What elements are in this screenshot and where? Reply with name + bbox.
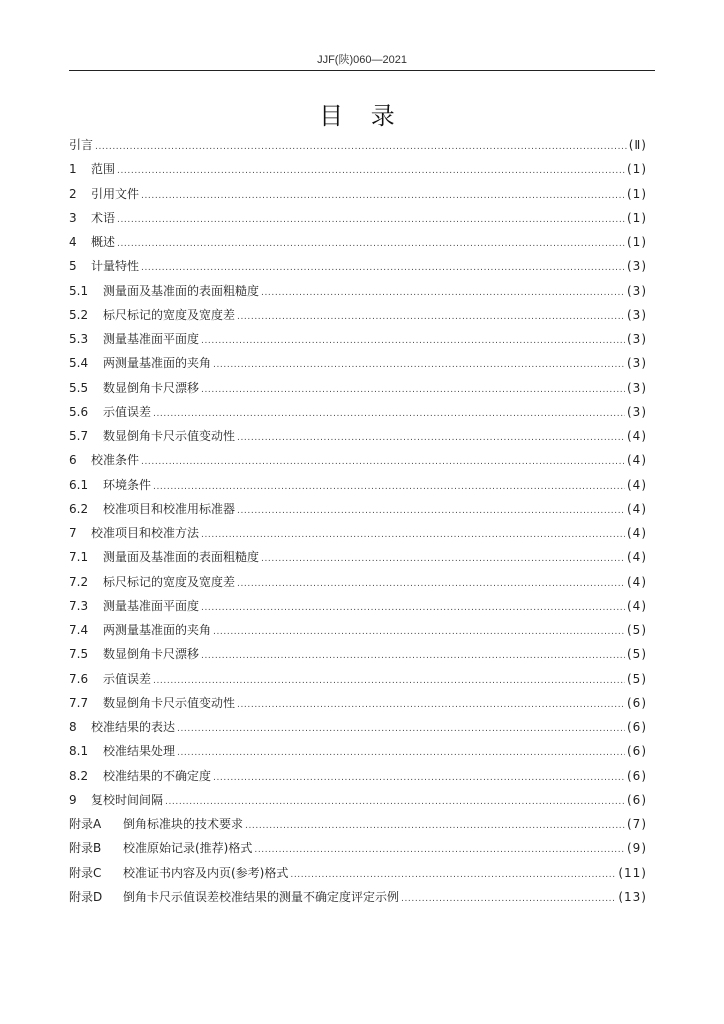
toc-entry[interactable] <box>69 351 647 375</box>
running-header: JJF(陕)060—2021 <box>317 54 407 66</box>
toc-leader-dots <box>401 887 616 911</box>
toc-entry-number: 6.1 <box>69 477 89 492</box>
toc-entry-title: 倒角卡尺示值误差校准结果的测量不确定度评定示例 <box>123 889 400 904</box>
toc-entry-page: (3) <box>627 332 647 346</box>
toc-entry-page: (1) <box>627 162 647 177</box>
toc-entry-number: 5.1 <box>69 283 89 298</box>
toc-entry-page: (4) <box>627 550 647 565</box>
toc-entry-page: (3) <box>627 259 647 274</box>
toc-entry-page: (4) <box>627 477 647 492</box>
toc-entry-number: 附录A <box>69 817 102 831</box>
toc-leader-dots <box>177 741 625 765</box>
toc-entry-title: 校准原始记录(推荐)格式 <box>123 841 253 856</box>
toc-leader-dots <box>117 208 625 232</box>
toc-entry-page: (6) <box>627 768 647 783</box>
toc-entry-number: 6.2 <box>69 501 89 516</box>
toc-leader-dots <box>141 256 625 280</box>
toc-leader-dots <box>213 766 625 790</box>
toc-entry-page: (6) <box>627 744 647 759</box>
toc-entry-number: 9 <box>69 792 77 807</box>
toc-entry[interactable] <box>69 279 647 303</box>
toc-entry-title: 术语 <box>91 210 116 225</box>
toc-entry-page: (5) <box>627 647 647 662</box>
toc-entry[interactable] <box>69 473 647 497</box>
toc-leader-dots <box>141 450 625 474</box>
toc-entry-title: 校准证书内容及内页(参考)格式 <box>123 865 289 880</box>
toc-entry-title: 数显倒角卡尺漂移 <box>103 380 200 395</box>
toc-entry-page: (1) <box>627 235 647 249</box>
toc-entry[interactable] <box>69 667 647 691</box>
toc-entry-page: (3) <box>627 356 647 371</box>
toc-entry-number: 5.4 <box>69 356 89 371</box>
toc-entry[interactable] <box>69 303 647 327</box>
toc-entry-number: 7.5 <box>69 647 89 662</box>
toc-entry-page: (4) <box>627 429 647 443</box>
toc-entry[interactable] <box>69 642 647 666</box>
toc-leader-dots <box>201 523 625 547</box>
toc-entry-title: 测量面及基准面的表面粗糙度 <box>103 283 260 298</box>
toc-entry-number: 1 <box>69 162 77 177</box>
toc-leader-dots <box>213 353 625 377</box>
toc-entry-number: 7.3 <box>69 598 89 613</box>
toc-entry-number: 6 <box>69 453 77 468</box>
toc-entry-page: (3) <box>627 404 647 419</box>
toc-entry-number: 8 <box>69 720 77 734</box>
toc-entry-page: (6) <box>627 695 647 710</box>
toc-leader-dots <box>237 305 625 329</box>
toc-entry-page: (4) <box>627 574 647 589</box>
toc-leader-dots <box>153 669 625 693</box>
toc-leader-dots <box>153 475 625 499</box>
toc-entry-title: 数显倒角卡尺示值变动性 <box>103 695 236 710</box>
toc-leader-dots <box>201 378 625 402</box>
toc-entry-page: (4) <box>627 526 647 540</box>
toc-entry[interactable] <box>69 861 647 885</box>
toc-entry[interactable] <box>69 182 647 206</box>
toc-entry[interactable] <box>69 836 647 860</box>
toc-entry[interactable] <box>69 254 647 278</box>
toc-leader-dots <box>261 547 625 571</box>
toc-leader-dots <box>141 184 625 208</box>
toc-entry-number: 附录D <box>69 889 103 904</box>
toc-entry-title: 数显倒角卡尺漂移 <box>103 647 200 662</box>
toc-entry-title: 示值误差 <box>103 671 152 686</box>
toc-entry[interactable] <box>69 400 647 424</box>
page-title: 目 录 <box>319 102 405 130</box>
toc-entry-page: (13) <box>618 889 647 904</box>
toc-leader-dots <box>237 426 625 450</box>
toc-entry-page: (4) <box>627 598 647 613</box>
toc-entry-title: 标尺标记的宽度及宽度差 <box>103 574 236 589</box>
toc-entry-title: 校准项目和校准方法 <box>91 526 200 540</box>
toc-entry-page: (7) <box>627 817 647 831</box>
toc-leader-dots <box>237 572 625 596</box>
toc-entry-title: 两测量基准面的夹角 <box>103 356 212 371</box>
toc-leader-dots <box>290 863 616 887</box>
toc-entry[interactable] <box>69 739 647 763</box>
toc-leader-dots <box>95 135 627 159</box>
toc-entry-number: 8.2 <box>69 768 89 783</box>
toc-entry-number: 4 <box>69 235 77 249</box>
toc-entry-title: 引用文件 <box>91 186 140 201</box>
toc-leader-dots <box>153 402 625 426</box>
toc-entry-page: (1) <box>627 210 647 225</box>
toc-entry[interactable] <box>69 133 647 157</box>
toc-entry-page: (6) <box>627 792 647 807</box>
toc-leader-dots <box>261 281 625 305</box>
toc-entry[interactable] <box>69 376 647 400</box>
toc-entry[interactable] <box>69 157 647 181</box>
toc-entry-page: (3) <box>627 307 647 322</box>
toc-entry-title: 计量特性 <box>91 259 140 274</box>
toc-entry-number: 7.1 <box>69 550 89 565</box>
toc-leader-dots <box>254 838 625 862</box>
toc-entry-number: 7.2 <box>69 574 89 589</box>
toc-entry[interactable] <box>69 618 647 642</box>
toc-leader-dots <box>117 159 625 183</box>
toc-entry-title: 测量基准面平面度 <box>103 332 200 346</box>
toc-entry-page: (3) <box>627 380 647 395</box>
toc-entry[interactable] <box>69 812 647 836</box>
toc-entry-title: 倒角标准块的技术要求 <box>123 817 244 831</box>
toc-entry-title: 测量面及基准面的表面粗糙度 <box>103 550 260 565</box>
toc-entry-number: 7 <box>69 526 77 540</box>
toc-leader-dots <box>165 790 625 814</box>
toc-entry-number: 5.2 <box>69 307 89 322</box>
toc-leader-dots <box>201 329 625 353</box>
toc-entry[interactable] <box>69 545 647 569</box>
toc-entry-title: 校准结果的表达 <box>91 720 176 734</box>
toc-entry-title: 标尺标记的宽度及宽度差 <box>103 307 236 322</box>
toc-entry-page: (3) <box>627 283 647 298</box>
toc-entry-number: 5.5 <box>69 380 89 395</box>
toc-entry[interactable] <box>69 788 647 812</box>
toc-entry-page: (4) <box>627 453 647 468</box>
toc-entry[interactable] <box>69 424 647 448</box>
toc-leader-dots <box>117 232 625 256</box>
toc-entry-page: (4) <box>627 501 647 516</box>
toc-entry-page: (5) <box>627 623 647 637</box>
toc-entry-page: (11) <box>618 865 647 880</box>
toc-leader-dots <box>201 596 625 620</box>
toc-entry-title: 引言 <box>69 138 94 152</box>
toc-entry-number: 5.3 <box>69 332 89 346</box>
toc-entry-page: (Ⅱ) <box>628 138 647 152</box>
toc-entry-title: 校准结果处理 <box>103 744 176 759</box>
toc-entry-title: 示值误差 <box>103 404 152 419</box>
toc-entry-title: 环境条件 <box>103 477 152 492</box>
table-of-contents <box>69 133 647 909</box>
toc-entry-page: (1) <box>627 186 647 201</box>
toc-entry-number: 2 <box>69 186 77 201</box>
toc-entry-title: 校准结果的不确定度 <box>103 768 212 783</box>
toc-entry[interactable] <box>69 497 647 521</box>
toc-entry-title: 校准项目和校准用标准器 <box>103 501 236 516</box>
toc-entry-number: 7.6 <box>69 671 89 686</box>
toc-entry-page: (5) <box>627 671 647 686</box>
toc-entry-number: 5 <box>69 259 77 274</box>
toc-entry-number: 8.1 <box>69 744 89 759</box>
toc-entry-number: 附录C <box>69 865 102 880</box>
toc-entry[interactable] <box>69 206 647 230</box>
toc-leader-dots <box>177 717 625 741</box>
toc-leader-dots <box>245 814 625 838</box>
toc-leader-dots <box>237 499 625 523</box>
toc-entry-title: 测量基准面平面度 <box>103 598 200 613</box>
toc-entry-number: 7.7 <box>69 695 89 710</box>
toc-entry[interactable] <box>69 521 647 545</box>
toc-entry-number: 3 <box>69 210 77 225</box>
toc-entry-page: (6) <box>627 720 647 734</box>
toc-entry-title: 范围 <box>91 162 116 177</box>
toc-entry-number: 5.7 <box>69 429 89 443</box>
toc-entry-title: 概述 <box>91 235 116 249</box>
toc-entry[interactable] <box>69 691 647 715</box>
toc-entry-number: 5.6 <box>69 404 89 419</box>
toc-entry-title: 两测量基准面的夹角 <box>103 623 212 637</box>
toc-entry[interactable] <box>69 448 647 472</box>
toc-entry-title: 复校时间间隔 <box>91 792 164 807</box>
toc-entry[interactable] <box>69 230 647 254</box>
toc-entry[interactable] <box>69 764 647 788</box>
toc-leader-dots <box>237 693 625 717</box>
toc-entry[interactable] <box>69 570 647 594</box>
toc-leader-dots <box>213 620 625 644</box>
toc-entry-title: 数显倒角卡尺示值变动性 <box>103 429 236 443</box>
toc-entry-number: 附录B <box>69 841 102 856</box>
toc-entry[interactable] <box>69 885 647 909</box>
toc-entry[interactable] <box>69 715 647 739</box>
toc-entry[interactable] <box>69 327 647 351</box>
toc-entry-number: 7.4 <box>69 623 89 637</box>
toc-entry[interactable] <box>69 594 647 618</box>
toc-entry-title: 校准条件 <box>91 453 140 468</box>
header-rule <box>69 70 655 71</box>
toc-leader-dots <box>201 644 625 668</box>
toc-entry-page: (9) <box>627 841 647 856</box>
